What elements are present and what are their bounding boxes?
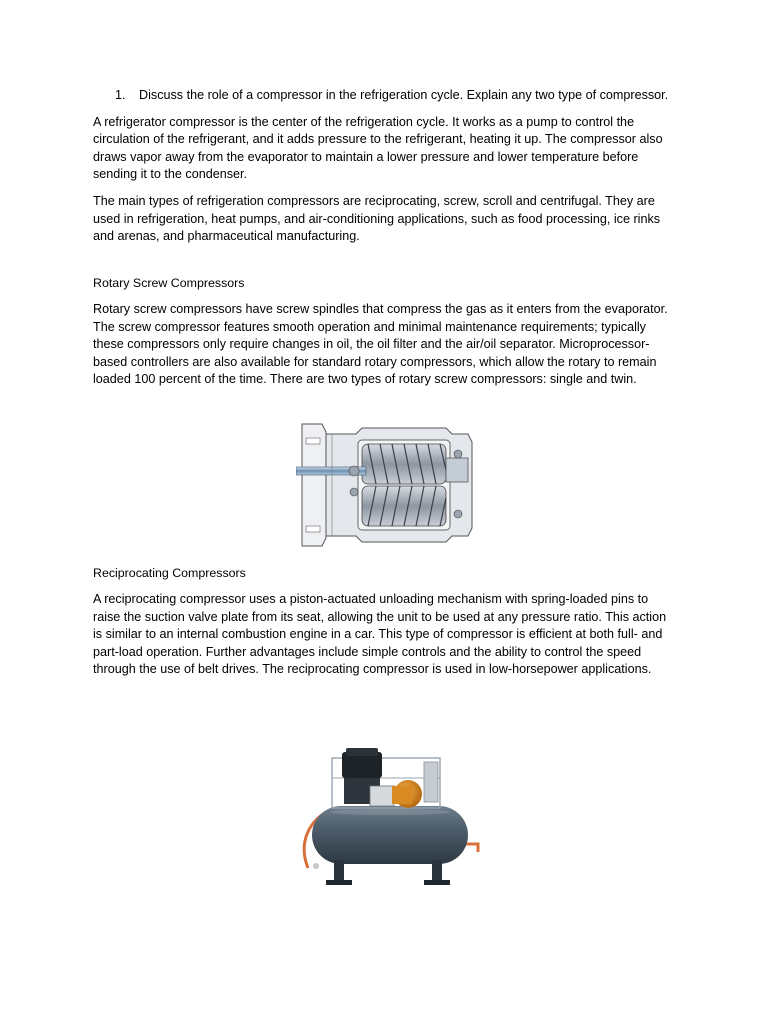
reciprocating-heading: Reciprocating Compressors xyxy=(93,566,246,580)
rotary-heading: Rotary Screw Compressors xyxy=(93,276,245,290)
rotary-paragraph: Rotary screw compressors have screw spindles that compress the gas as it enters from the evaporator. The screw compressor features smooth operation and minimal maintenance requirements; typically these compressors only require changes in oil, the oil filter and the air/oil separator. Microprocessor-based controllers are also available for standard rotary compressors, which allow the rotary to remain loaded 100 percent of the time. There are two types of rotary screw compressors: single and twin. xyxy=(93,302,668,387)
reciprocating-paragraph: A reciprocating compressor uses a piston-actuated unloading mechanism with spring-loaded pins to raise the suction valve plate from its seat, allowing the unit to be used at any pressure ratio. This action is similar to an internal combustion engine in a car. This type of compressor is efficient at both full- and part-load operation. Further advantages include simple controls and the ability to control the speed through the use of belt drives. The reciprocating compressor is used in low-horsepower applications. xyxy=(93,592,667,677)
document-body xyxy=(93,87,678,246)
question-text: Discuss the role of a compressor in the refrigeration cycle. Explain any two type of compressor. xyxy=(139,88,669,102)
screw-compressor-diagram xyxy=(296,418,478,552)
reciprocating-compressor-photo xyxy=(296,748,482,896)
question-item xyxy=(93,87,678,105)
question-number: 1. xyxy=(115,88,126,102)
intro-paragraph-1: A refrigerator compressor is the center of the refrigeration cycle. It works as a pump to control the circulation of the refrigerant, and it adds pressure to the refrigerant, heating it up. The compressor also draws vapor away from the evaporator to maintain a lower pressure and lower temperature before sending it to the condenser. xyxy=(93,114,663,182)
intro-paragraph-2: The main types of refrigeration compressors are reciprocating, screw, scroll and centrifugal. They are used in refrigeration, heat pumps, and air-conditioning applications, such as food processing, ice rinks and arenas, and pharmaceutical manufacturing. xyxy=(93,193,661,244)
